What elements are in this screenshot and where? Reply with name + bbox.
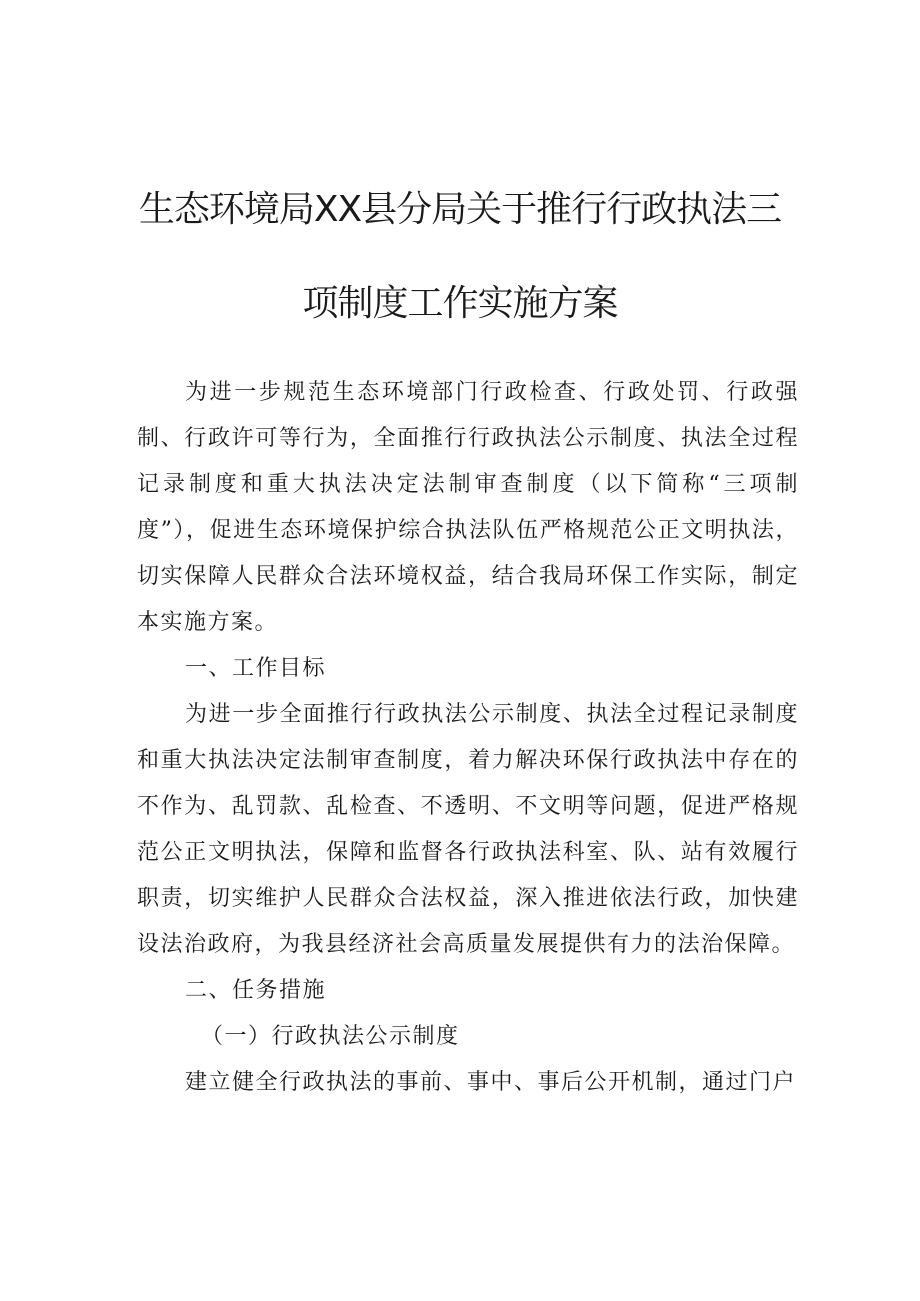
subsection1-heading: （一）行政执法公示制度: [201, 1024, 460, 1049]
document-body: [137, 370, 799, 1106]
section1-paragraph: 为进一步全面推行行政执法公示制度、执法全过程记录制度和重大执法决定法制审查制度，着力解决环保行政执法中存在的不作为、乱罚款、乱检查、不透明、不文明等问题，促进严格规范公正文明执法，保障和监督各行政执法科室、队、站有效履行职责，切实维护人民群众合法权益，深入推进依法行政，加快建设法治政府，为我县经济社会高质量发展提供有力的法治保障。: [137, 702, 799, 957]
document-title-line1: 生态环境局XX县分局关于推行行政执法三: [138, 189, 782, 230]
section1-heading: 一、工作目标: [185, 656, 327, 681]
document-title-line2: 项制度工作实施方案: [302, 283, 618, 324]
section2-heading: 二、任务措施: [185, 978, 327, 1003]
subsection1-paragraph: 建立健全行政执法的事前、事中、事后公开机制，通过门户: [185, 1070, 797, 1095]
intro-paragraph: 为进一步规范生态环境部门行政检查、行政处罚、行政强制、行政许可等行为，全面推行行政执法公示制度、执法全过程记录制度和重大执法决定法制审查制度（以下简称“三项制度”），促进生态环境保护综合执法队伍严格规范公正文明执法，切实保障人民群众合法环境权益，结合我局环保工作实际，制定本实施方案。: [137, 380, 799, 635]
